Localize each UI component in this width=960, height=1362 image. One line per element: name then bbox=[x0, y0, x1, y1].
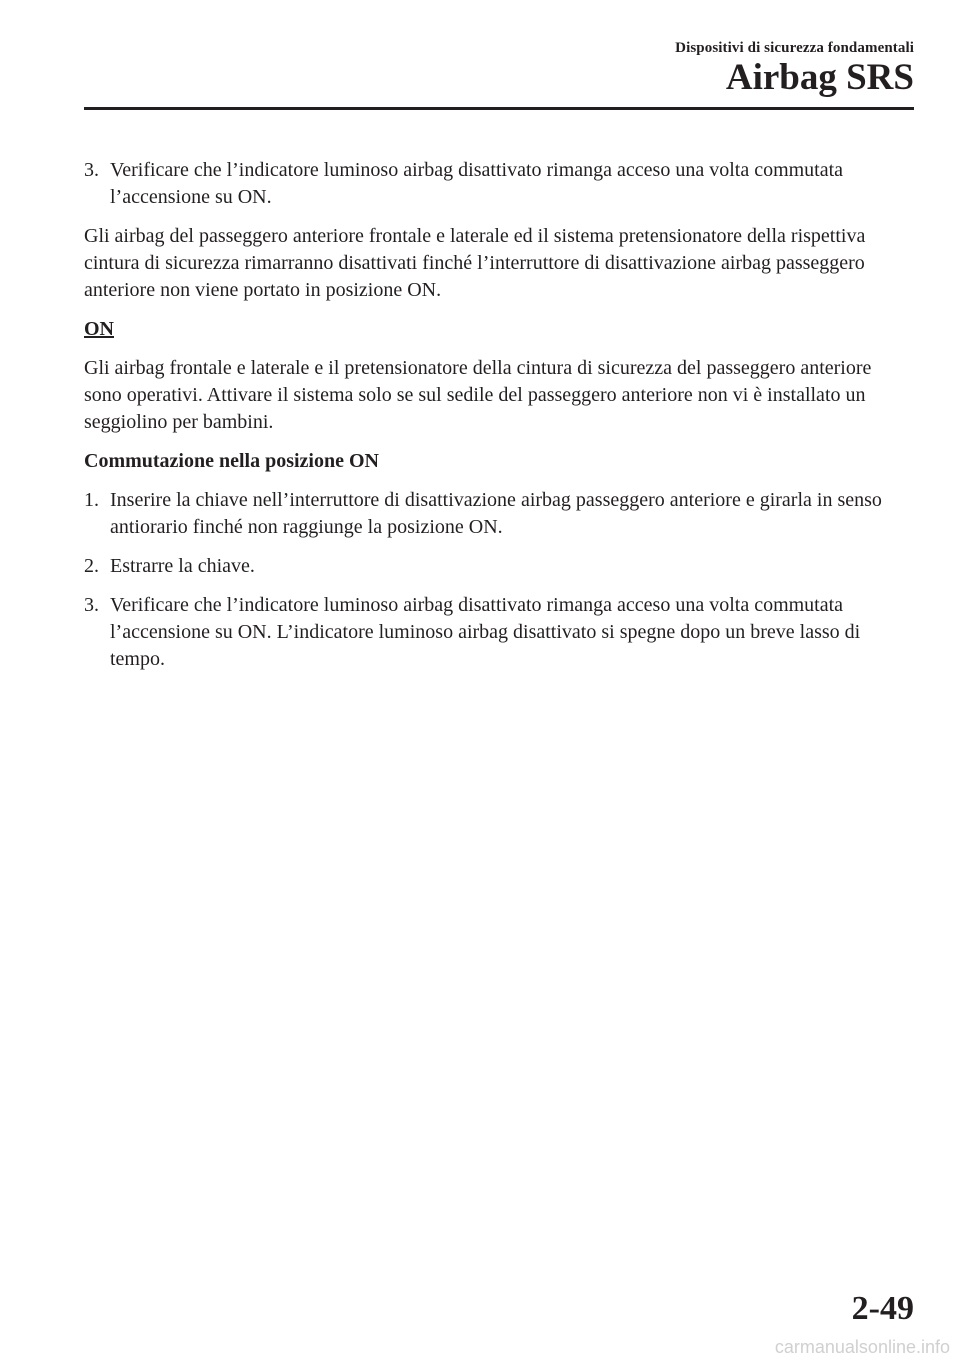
list-item bbox=[84, 157, 914, 211]
list-item-text: Inserire la chiave nell’interruttore di disattivazione airbag passeggero anteriore e girarla in senso antiorario finché non raggiunge la posizione ON. bbox=[110, 489, 882, 538]
list-item-number: 3. bbox=[84, 159, 99, 181]
list-item bbox=[84, 487, 914, 541]
header-divider bbox=[84, 107, 914, 110]
on-heading: ON bbox=[84, 318, 114, 340]
switch-on-heading: Commutazione nella posizione ON bbox=[84, 450, 379, 472]
list-item-text: Verificare che l’indicatore luminoso airbag disattivato rimanga acceso una volta commutata l’accensione su ON. L’indicatore luminoso airbag disattivato si spegne dopo un breve lasso di tempo. bbox=[110, 594, 861, 670]
list-item bbox=[84, 553, 914, 580]
page-title: Airbag SRS bbox=[725, 57, 914, 98]
list-item-text: Estrarre la chiave. bbox=[110, 555, 255, 577]
section-title: Dispositivi di sicurezza fondamentali bbox=[675, 40, 914, 56]
paragraph-off-status: Gli airbag del passeggero anteriore frontale e laterale ed il sistema pretensionatore della rispettiva cintura di sicurezza rimarranno disattivati finché l’interruttore di disattivazione airbag passeggero anteriore non viene portato in posizione ON. bbox=[84, 225, 866, 301]
list-item bbox=[84, 592, 914, 673]
paragraph-on-status: Gli airbag frontale e laterale e il pretensionatore della cintura di sicurezza del passeggero anteriore sono operativi. Attivare il sistema solo se sul sedile del passeggero anteriore non vi è installato un seggiolino per bambini. bbox=[84, 357, 872, 433]
watermark: carmanualsonline.info bbox=[774, 1337, 950, 1357]
page-content bbox=[84, 157, 914, 685]
page-number: 2-49 bbox=[851, 1290, 914, 1327]
list-item-number: 3. bbox=[84, 594, 99, 616]
list-item-text: Verificare che l’indicatore luminoso airbag disattivato rimanga acceso una volta commutata l’accensione su ON. bbox=[110, 159, 844, 208]
list-item-number: 1. bbox=[84, 489, 99, 511]
list-item-number: 2. bbox=[84, 555, 99, 577]
